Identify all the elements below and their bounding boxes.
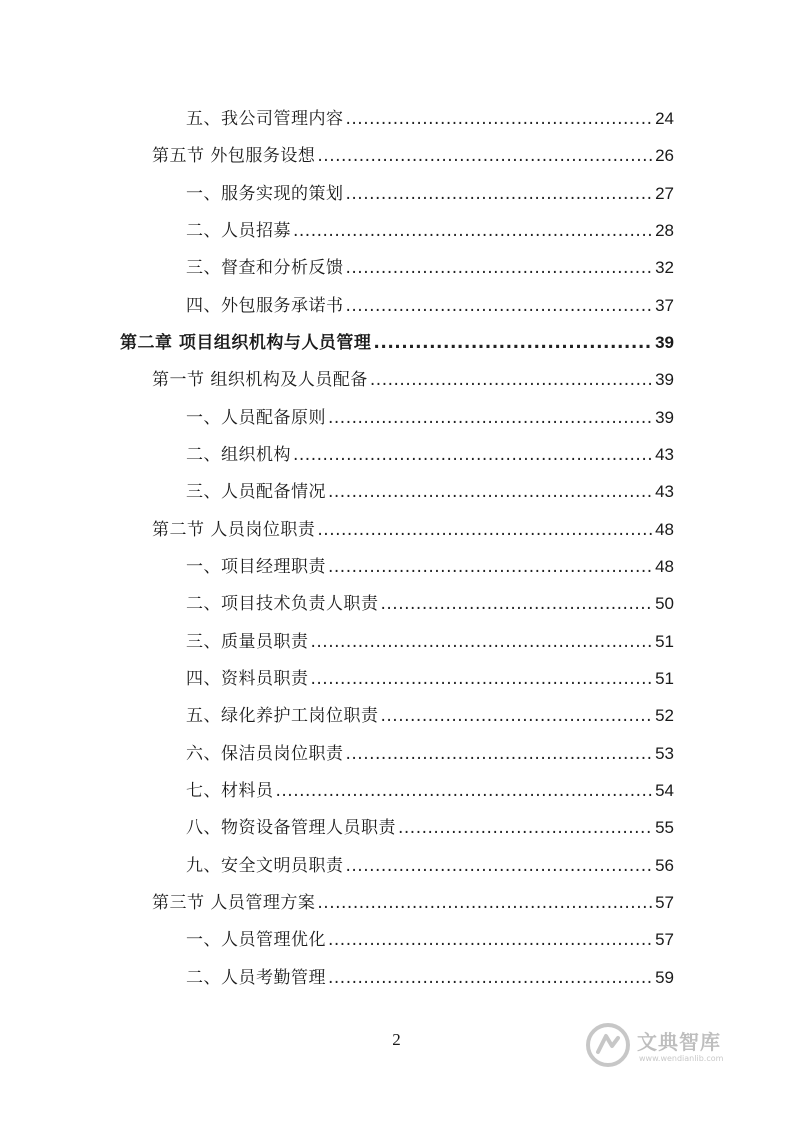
toc-entry[interactable] — [186, 590, 674, 618]
watermark-url: www.wendianlib.com — [639, 1054, 724, 1063]
toc-entry-label: 四、外包服务承诺书 — [186, 296, 344, 316]
toc-entry-label: 二、组织机构 — [186, 445, 291, 465]
toc-entry[interactable] — [186, 665, 674, 693]
toc-entry-page: 52 — [655, 706, 674, 725]
toc-entry[interactable] — [186, 404, 674, 432]
toc-entry[interactable] — [186, 105, 674, 133]
toc-entry[interactable] — [152, 516, 674, 544]
toc-entry-page: 39 — [655, 408, 674, 427]
toc-leader-dots — [328, 926, 653, 954]
toc-entry-page: 48 — [655, 520, 674, 539]
toc-entry-label: 三、人员配备情况 — [186, 482, 326, 502]
toc-entry-page: 39 — [655, 370, 674, 389]
toc-leader-dots — [317, 889, 653, 917]
watermark-logo-icon — [585, 1022, 631, 1068]
toc-entry-page: 37 — [655, 296, 674, 315]
toc-entry[interactable] — [186, 964, 674, 992]
toc-entry[interactable] — [186, 217, 674, 245]
toc-entry-label: 一、项目经理职责 — [186, 557, 326, 577]
toc-entry-page: 51 — [655, 632, 674, 651]
toc-leader-dots — [311, 665, 654, 693]
toc-entry[interactable] — [186, 740, 674, 768]
toc-entry-page: 59 — [655, 968, 674, 987]
toc-entry[interactable] — [186, 553, 674, 581]
toc-entry-page: 51 — [655, 669, 674, 688]
toc-leader-dots — [370, 366, 653, 394]
toc-entry[interactable] — [186, 777, 674, 805]
toc-leader-dots — [346, 292, 654, 320]
toc-entry-page: 54 — [655, 781, 674, 800]
toc-entry-label: 一、人员管理优化 — [186, 930, 326, 950]
toc-entry-label: 五、绿化养护工岗位职责 — [186, 706, 379, 726]
toc-entry[interactable] — [186, 814, 674, 842]
page-number: 2 — [392, 1030, 401, 1049]
toc-entry[interactable] — [186, 926, 674, 954]
toc-entry-label: 七、材料员 — [186, 781, 274, 801]
toc-entry-page: 57 — [655, 930, 674, 949]
toc-leader-dots — [381, 590, 654, 618]
toc-leader-dots — [373, 329, 653, 357]
toc-entry-label: 第二节 人员岗位职责 — [152, 520, 316, 540]
toc-entry-page: 39 — [655, 333, 674, 352]
toc-entry-page: 24 — [655, 109, 674, 128]
toc-entry-page: 43 — [655, 482, 674, 501]
toc-leader-dots — [276, 777, 654, 805]
toc-entry-label: 第三节 人员管理方案 — [152, 893, 316, 913]
toc-leader-dots — [346, 105, 654, 133]
toc-entry-label: 四、资料员职责 — [186, 669, 309, 689]
toc-leader-dots — [346, 740, 654, 768]
toc-entry-label: 第二章 项目组织机构与人员管理 — [120, 333, 372, 353]
toc-entry-page: 28 — [655, 221, 674, 240]
toc-entry-label: 第一节 组织机构及人员配备 — [152, 370, 368, 390]
toc-entry[interactable] — [152, 889, 674, 917]
toc-entry[interactable] — [186, 702, 674, 730]
toc-entry-label: 八、物资设备管理人员职责 — [186, 818, 396, 838]
toc-entry-page: 48 — [655, 557, 674, 576]
toc-entry-page: 56 — [655, 856, 674, 875]
toc-entry-label: 六、保洁员岗位职责 — [186, 744, 344, 764]
watermark-name: 文典智库 — [637, 1030, 721, 1054]
toc-entry-label: 第五节 外包服务设想 — [152, 146, 316, 166]
toc-entry-label: 九、安全文明员职责 — [186, 856, 344, 876]
toc-entry[interactable] — [152, 366, 674, 394]
toc-entry-page: 50 — [655, 594, 674, 613]
toc-entry-label: 一、人员配备原则 — [186, 408, 326, 428]
toc-entry-label: 二、人员考勤管理 — [186, 968, 326, 988]
toc-leader-dots — [381, 702, 654, 730]
toc-entry-label: 三、质量员职责 — [186, 632, 309, 652]
toc-entry[interactable] — [186, 478, 674, 506]
toc-entry[interactable] — [186, 292, 674, 320]
toc-entry[interactable] — [186, 852, 674, 880]
toc-entry-label: 五、我公司管理内容 — [186, 109, 344, 129]
toc-entry-page: 43 — [655, 445, 674, 464]
toc-entry-label: 二、人员招募 — [186, 221, 291, 241]
toc-entry-page: 57 — [655, 893, 674, 912]
toc-entry[interactable] — [186, 254, 674, 282]
toc-entry-label: 三、督查和分析反馈 — [186, 258, 344, 278]
toc-entry-page: 27 — [655, 184, 674, 203]
toc-leader-dots — [398, 814, 653, 842]
toc-leader-dots — [346, 254, 654, 282]
toc-leader-dots — [328, 964, 653, 992]
toc-entry[interactable] — [186, 180, 674, 208]
toc-leader-dots — [317, 516, 653, 544]
toc-chapter-entry[interactable] — [120, 329, 674, 357]
toc-leader-dots — [346, 852, 654, 880]
toc-entry-page: 53 — [655, 744, 674, 763]
toc-entry-page: 26 — [655, 146, 674, 165]
toc-leader-dots — [293, 441, 653, 469]
toc-leader-dots — [293, 217, 653, 245]
toc-entry-page: 32 — [655, 258, 674, 277]
toc-leader-dots — [328, 404, 653, 432]
toc-leader-dots — [346, 180, 654, 208]
toc-leader-dots — [328, 553, 653, 581]
toc-entry-label: 二、项目技术负责人职责 — [186, 594, 379, 614]
toc-entry[interactable] — [186, 441, 674, 469]
toc-entry-page: 55 — [655, 818, 674, 837]
watermark — [585, 1018, 765, 1074]
toc-leader-dots — [328, 478, 653, 506]
toc-entry[interactable] — [152, 142, 674, 170]
toc-leader-dots — [311, 628, 654, 656]
toc-leader-dots — [317, 142, 653, 170]
toc-entry-label: 一、服务实现的策划 — [186, 184, 344, 204]
toc-entry[interactable] — [186, 628, 674, 656]
